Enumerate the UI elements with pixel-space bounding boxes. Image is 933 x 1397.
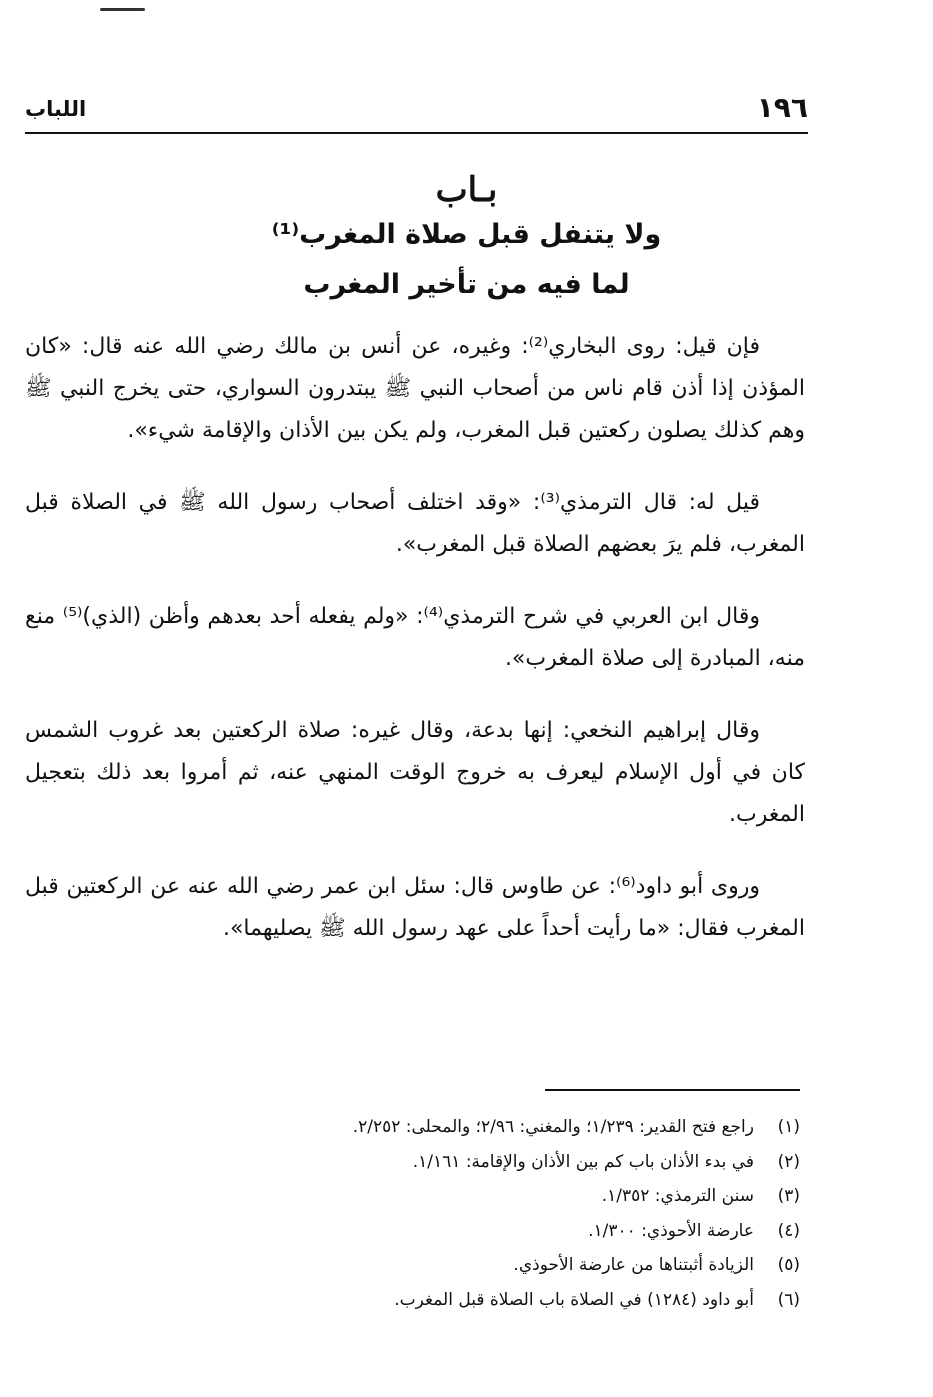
scan-smudge [100, 8, 145, 11]
footnote-number: (٣) [777, 1186, 800, 1206]
footnote-number: (٦) [777, 1289, 800, 1310]
footnote [120, 1179, 800, 1214]
running-title: اللباب [25, 97, 87, 121]
footnote [120, 1145, 800, 1180]
body-text [25, 326, 805, 980]
chapter-heading [0, 170, 933, 310]
footnotes [120, 1110, 800, 1317]
footnote-text: أبو داود (١٢٨٤) في الصلاة باب الصلاة قبل المغرب. [394, 1289, 754, 1310]
chapter-title-line-2: لما فيه من تأخير المغرب [303, 269, 630, 300]
footnote-divider [545, 1089, 800, 1091]
paragraph: وقال إبراهيم النخعي: إنها بدعة، وقال غيره: صلاة الركعتين بعد غروب الشمس كان في أول الإسلام ليعرف به خروج الوقت المنهي عنه، ثم أمروا بعد ذلك بتعجيل المغرب. [25, 718, 805, 827]
chapter-word: بـاب [435, 170, 498, 210]
footnote [120, 1248, 800, 1283]
footnote-number: (١) [777, 1117, 800, 1137]
footnote-text: الزيادة أثبتناها من عارضة الأحوذي. [513, 1255, 754, 1275]
footnote-text: راجع فتح القدير: ١/٢٣٩؛ والمغني: ٢/٩٦؛ والمحلى: ٢/٢٥٢. [352, 1117, 754, 1137]
footnote-text: في بدء الأذان باب كم بين الأذان والإقامة: ١/١٦١. [412, 1151, 754, 1172]
paragraph: وقال ابن العربي في شرح الترمذي⁽⁴⁾: «ولم يفعله أحد بعدهم وأظن (الذي)⁽⁵⁾ منع منه، المبادرة إلى صلاة المغرب». [25, 604, 805, 671]
footnote [120, 1283, 800, 1318]
paragraph: قيل له: قال الترمذي⁽³⁾: «وقد اختلف أصحاب رسول الله ﷺ في الصلاة قبل المغرب، فلم يرَ بعضهم الصلاة قبل المغرب». [25, 490, 805, 557]
paragraph: فإن قيل: روى البخاري⁽²⁾: وغيره، عن أنس بن مالك رضي الله عنه قال: «كان المؤذن إذا أذن قام ناس من أصحاب النبي ﷺ يبتدرون السواري، حتى يخرج النبي ﷺ وهم كذلك يصلون ركعتين قبل المغرب، ولم يكن بين الأذان والإقامة شيء». [25, 334, 805, 443]
chapter-title-line-1: ولا يتنفل قبل صلاة المغرب⁽¹⁾ [271, 219, 662, 250]
footnote [120, 1110, 800, 1145]
footnote-text: سنن الترمذي: ١/٣٥٢. [601, 1186, 754, 1206]
paragraph: وروى أبو داود⁽⁶⁾: عن طاوس قال: سئل ابن عمر رضي الله عنه عن الركعتين قبل المغرب فقال: «ما رأيت أحداً على عهد رسول الله ﷺ يصليهما». [25, 874, 805, 941]
footnote-text: عارضة الأحوذي: ١/٣٠٠. [588, 1220, 754, 1241]
footnote-number: (٤) [777, 1220, 800, 1241]
footnote-number: (٢) [777, 1151, 800, 1172]
page-number: ١٩٦ [756, 91, 808, 124]
page-header [25, 92, 808, 134]
footnote-number: (٥) [777, 1255, 800, 1275]
footnote [120, 1214, 800, 1249]
